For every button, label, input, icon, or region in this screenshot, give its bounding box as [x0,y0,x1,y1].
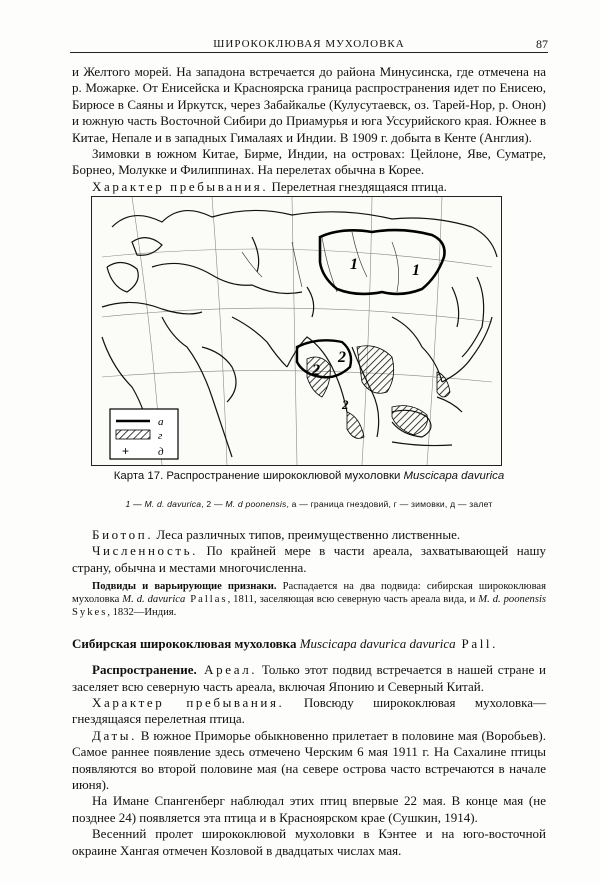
subspecies-name-2: M. d. poonensis [478,594,547,606]
map-legend [110,409,178,459]
legend-letter-d: д [158,446,164,458]
legend-letter-g: г [158,430,163,442]
paragraph-biotope [72,527,546,543]
intro-text [72,64,546,195]
map-label-1a: 1 [350,256,358,273]
paragraph-range-continuation: и Желтого морей. На западона встречается до района Минусинска, где отмечена на р. Можарке. От Енисейска и Красноярска граница распространения идет по Енисею, Бирюсе в Саяны и Иркутск, через Забайкалье (Кулусутаевск, оз. Тарей-Нор, р. Онон) и южную часть Восточной Сибири до Приамурья и юга Уссурийского края. Южнее в Китае, Непале и в западных Гималаях и Индии. В 1909 г. добыта в Кенте (Англия). [72,64,546,145]
dates-text: В южное Приморье обыкновенно прилетает в половине мая (Воробьев). Самое раннее появление здесь отмечено Черским 6 мая 1911 г. На Сахалине птицы появляются во второй половине мая (на севере острова часто встречаются в начале июня). [72,727,546,793]
paragraph-iman: На Имане Спангенберг наблюдал этих птиц впервые 22 мая. В конце мая (не позднее 24) появляется эта птица и в Красноярском крае (Сушкин, 1914). [72,793,546,825]
section-heading [72,636,546,652]
running-head-title: ШИРОКОКЛЮВАЯ МУХОЛОВКА [213,38,405,50]
paragraph-distribution [72,662,546,695]
paragraph-dates [72,728,546,794]
page-number: 87 [536,37,548,51]
range-map [91,196,502,466]
subspecies-author-1: Pallas [185,594,228,606]
heading-author: Pall. [455,636,498,652]
map-legend-caption [72,499,546,509]
subspecies-author-2: Sykes [72,607,108,619]
wintering-philippines [437,372,450,397]
biotope-label: Биотоп. [92,527,154,542]
character-text: Повсюду ширококлювая мухоловка— гнездящаяся перелетная птица. [72,695,546,727]
breeding-range-1 [320,230,445,294]
abundance-label: Численность. [92,543,199,559]
subspecies-name-1: M. d. davurica [122,594,186,606]
svg-text:+: + [122,444,130,458]
wintering-sumatra [347,412,364,438]
paragraph-residence [72,179,546,195]
area-label: Ареал. [196,662,258,678]
subspecies-label: Подвиды и варьирующие признаки. [92,581,277,593]
wintering-borneo [392,406,427,435]
map-label-2b: 2 [338,349,346,366]
residence-label: Характер пребывания. [92,178,269,194]
caption-prefix: Карта 17. Распространение ширококлювой мухоловки [113,470,404,482]
legend-item-3: , а — граница гнездовий, г — зимовки, д — залет [286,499,493,509]
running-head [70,38,548,53]
paragraph-spring-passage: Весенний пролет ширококлювой мухоловки в Кэнтее и на юго-восточной окраине Хангая отмечен Козловой в двадцатых числах мая. [72,826,546,858]
heading-title: Сибирская ширококлювая мухоловка [72,636,300,652]
subspecies-text-2: , 1811, заселяющая всю северную часть ареала вида, и [227,594,479,606]
legend-letter-a: a [158,416,164,428]
map-label-2a: 2 [312,362,320,379]
subspecies-text-3: , 1832—Индия. [107,607,177,619]
dates-label: Даты. [92,727,137,743]
map-label-1b: 1 [412,262,420,279]
distribution-text: Только этот подвид встречается в нашей стране и заселяет всю северную часть ареала, включая Японию и Северный Китай. [72,662,547,694]
distribution-label: Распространение. [92,662,197,678]
biotope-text: Леса различных типов, преимущественно лиственные. [153,527,461,542]
subspecies-text-1: Распадается на два подвида: сибирская ширококлювая мухоловка [72,581,547,606]
paragraph-subspecies [72,580,546,619]
paragraph-wintering: Зимовки в южном Китае, Бирме, Индии, на островах: Цейлоне, Яве, Суматре, Борнео, Молукке и Филиппинах. На перелетах обычна в Корее. [72,146,546,178]
range-map-drawing [92,197,501,465]
abundance-text: По крайней мере в части ареала, захватывающей нашу страну, обычна и местами многочисленна. [72,543,546,575]
legend-item-2: M. d poonensis [225,499,287,509]
residence-text: Перелетная гнездящаяся птица. [268,178,447,194]
caption-species: Muscicapa davurica [403,470,505,482]
paragraph-abundance [72,543,546,576]
legend-item-1: 1 — M. d. davurica [125,499,202,509]
body-text [72,527,546,859]
wintering-indochina [357,346,394,394]
character-label: Характер пребывания. [92,695,285,711]
map-label-2c: 2 [342,397,349,412]
paragraph-character [72,695,546,728]
heading-species: Muscicapa davurica davurica [299,636,456,652]
legend-sep: , 2 — [201,499,226,509]
map-caption [72,469,546,483]
